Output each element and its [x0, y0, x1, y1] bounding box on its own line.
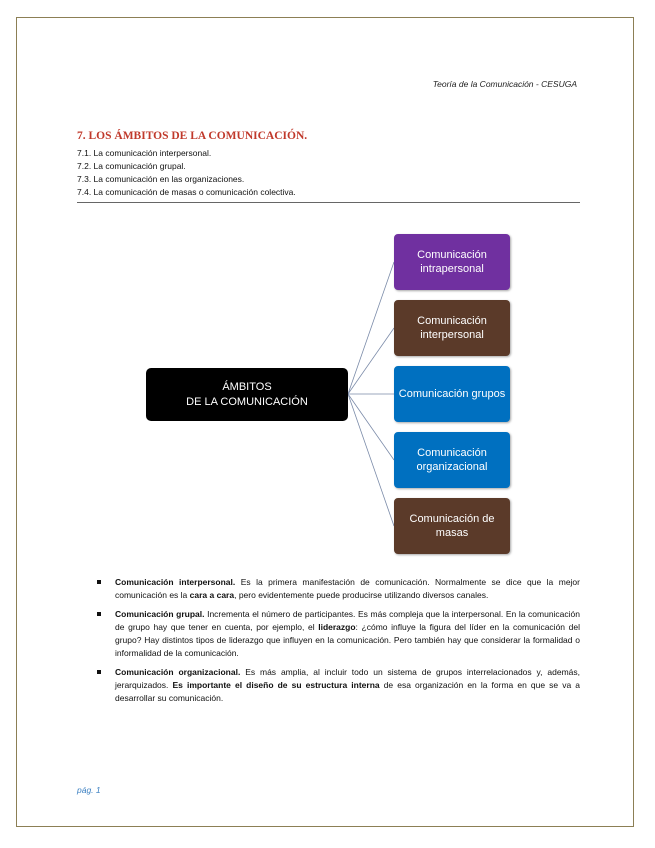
toc-item: 7.3. La comunicación en las organizaciones. [77, 174, 245, 184]
bullet-title: Comunicación grupal. [115, 609, 205, 619]
root-node-line1: ÁMBITOS [222, 380, 272, 393]
section-title: 7. LOS ÁMBITOS DE LA COMUNICACIÓN. [77, 130, 308, 142]
bullet-text: Es la primera manifestación de comunicación. Normalmente se dice que la mejor comunicación es la [115, 577, 580, 600]
bullet-marker [97, 612, 101, 616]
running-header: Teoría de la Comunicación - CESUGA [432, 79, 577, 89]
bullet-marker [97, 580, 101, 584]
connector-line [348, 262, 394, 394]
connector-line [348, 328, 394, 394]
bullet-emphasis: liderazgo [318, 622, 356, 632]
bullet-text: : ¿cómo influye la figura del líder en la comunicación del grupo? Hay distintos tipos de liderazgo que influyen en la comunicación. Pero también hay que considerar la formalidad o informalidad de la comunicación. [115, 622, 581, 658]
diagram-node-interpersonal: Comunicación interpersonal [394, 300, 510, 356]
page-number: pág. 1 [77, 785, 101, 795]
bullet-list [97, 576, 580, 711]
root-node-line2: DE LA COMUNICACIÓN [186, 395, 308, 408]
bullet-item [97, 608, 580, 660]
bullet-text: Es más amplia, al incluir todo un sistema de grupos interrelacionados y, además, jerarquizados. [115, 667, 580, 690]
diagram-node-masas: Comunicación de masas [394, 498, 510, 554]
diagram-node-grupos: Comunicación grupos [394, 366, 510, 422]
toc-item: 7.2. La comunicación grupal. [77, 161, 186, 171]
toc-item: 7.4. La comunicación de masas o comunicación colectiva. [77, 187, 296, 197]
diagram-node-organizacional: Comunicación organizacional [394, 432, 510, 488]
bullet-emphasis: cara a cara [189, 590, 235, 600]
connector-line [348, 394, 394, 526]
diagram-root-node [146, 368, 348, 421]
bullet-marker [97, 670, 101, 674]
bullet-title: Comunicación organizacional. [115, 667, 241, 677]
bullet-item [97, 576, 580, 602]
toc-item: 7.1. La comunicación interpersonal. [77, 148, 212, 158]
bullet-item [97, 666, 580, 705]
bullet-text: , pero evidentemente puede producirse utilizando diversos canales. [234, 590, 489, 600]
connector-line [348, 394, 394, 460]
diagram-node-intrapersonal: Comunicación intrapersonal [394, 234, 510, 290]
bullet-text: Incrementa el número de participantes. Es más compleja que la interpersonal. En la comunicación de grupo hay que tener en cuenta, por ejemplo, el [115, 609, 581, 632]
bullet-title: Comunicación interpersonal. [115, 577, 236, 587]
bullet-text: de esa organización en la forma en que se va a desarrollar su comunicación. [115, 680, 581, 703]
bullet-emphasis: Es importante el diseño de su estructura interna [172, 680, 380, 690]
